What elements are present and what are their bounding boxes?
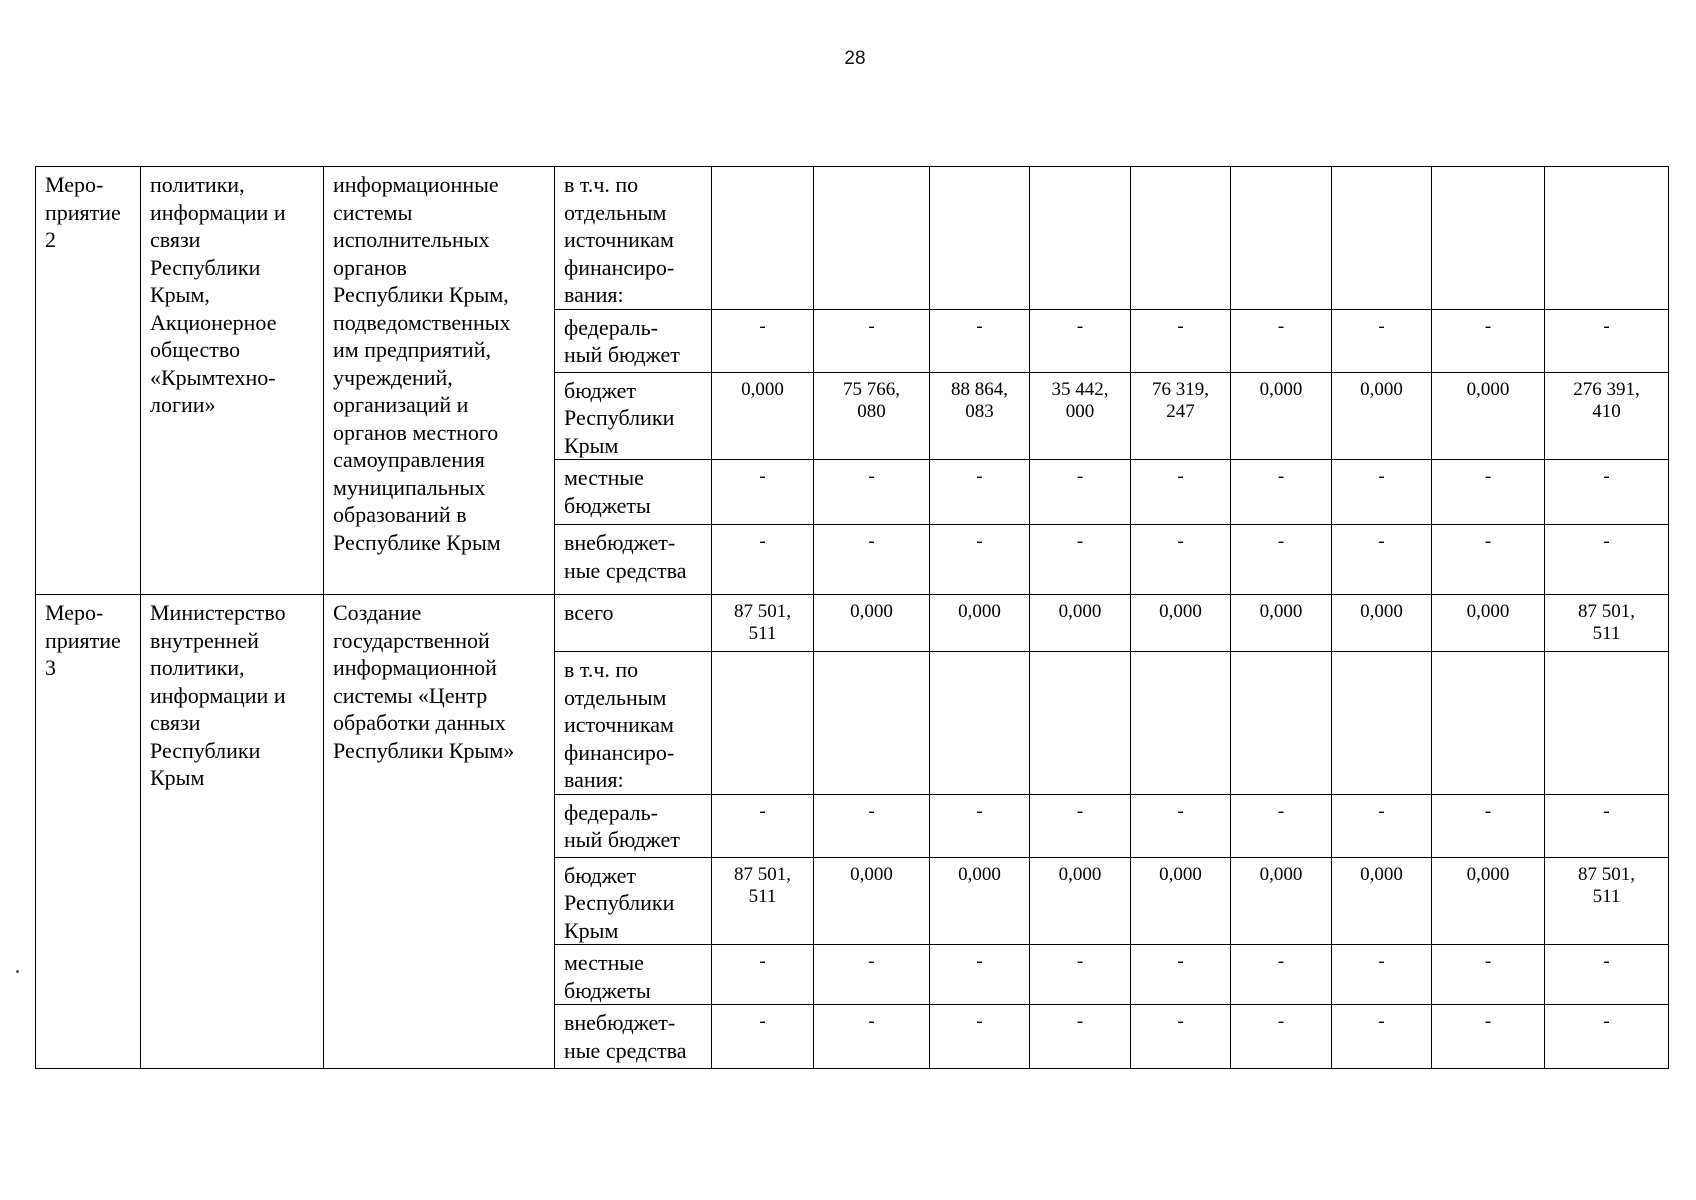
amount-cell: -	[712, 794, 814, 857]
amount-cell: -	[1545, 1005, 1669, 1069]
amount-cell: -	[814, 525, 930, 595]
funding-source-cell: в т.ч. по отдельным источникам финансиро- вания:	[555, 167, 712, 310]
executor-cell: политики, информации и связи Республики Крым, Акционерное общество «Крымтехно- логии»	[141, 167, 324, 595]
amount-cell: -	[930, 1005, 1030, 1069]
amount-cell: 0,000	[1432, 857, 1545, 945]
budget-table-body	[36, 167, 1669, 1069]
amount-cell	[1545, 167, 1669, 310]
amount-cell: 0,000	[814, 857, 930, 945]
amount-cell: -	[1332, 460, 1432, 525]
amount-cell: 76 319, 247	[1131, 372, 1231, 460]
amount-cell: 0,000	[1332, 372, 1432, 460]
amount-cell: -	[712, 309, 814, 372]
amount-cell: -	[1131, 945, 1231, 1005]
budget-table	[35, 166, 1669, 1069]
amount-cell: -	[1432, 794, 1545, 857]
amount-cell: -	[1131, 460, 1231, 525]
amount-cell: -	[1131, 1005, 1231, 1069]
amount-cell: -	[1432, 525, 1545, 595]
amount-cell	[1432, 652, 1545, 795]
amount-cell: -	[1131, 309, 1231, 372]
amount-cell: 0,000	[712, 372, 814, 460]
amount-cell	[1332, 652, 1432, 795]
amount-cell: -	[930, 794, 1030, 857]
funding-source-cell: бюджет Республики Крым	[555, 372, 712, 460]
amount-cell: -	[1432, 309, 1545, 372]
amount-cell: -	[1131, 525, 1231, 595]
amount-cell: -	[814, 794, 930, 857]
amount-cell: 87 501, 511	[712, 595, 814, 652]
funding-source-cell: федераль- ный бюджет	[555, 794, 712, 857]
amount-cell: 35 442, 000	[1030, 372, 1131, 460]
amount-cell: 0,000	[1231, 595, 1332, 652]
amount-cell: -	[1545, 945, 1669, 1005]
amount-cell: 276 391, 410	[1545, 372, 1669, 460]
amount-cell: -	[1030, 525, 1131, 595]
amount-cell: 87 501, 511	[1545, 857, 1669, 945]
funding-source-cell: всего	[555, 595, 712, 652]
amount-cell	[712, 167, 814, 310]
amount-cell: 0,000	[1332, 595, 1432, 652]
amount-cell	[1131, 652, 1231, 795]
amount-cell: -	[814, 1005, 930, 1069]
amount-cell: -	[1332, 525, 1432, 595]
amount-cell: 0,000	[814, 595, 930, 652]
amount-cell: 0,000	[1432, 372, 1545, 460]
amount-cell: 87 501, 511	[1545, 595, 1669, 652]
amount-cell	[1131, 167, 1231, 310]
activity-label-cell: Меро- приятие 3	[36, 595, 141, 1069]
amount-cell: 0,000	[1231, 372, 1332, 460]
amount-cell: -	[930, 460, 1030, 525]
amount-cell: -	[1432, 1005, 1545, 1069]
amount-cell: 0,000	[1030, 857, 1131, 945]
amount-cell: -	[1332, 1005, 1432, 1069]
amount-cell: -	[1231, 794, 1332, 857]
amount-cell: -	[712, 945, 814, 1005]
amount-cell: -	[1545, 525, 1669, 595]
funding-source-cell: внебюджет- ные средства	[555, 1005, 712, 1069]
funding-source-cell: местные бюджеты	[555, 460, 712, 525]
amount-cell: -	[1030, 309, 1131, 372]
scan-artifact-mark	[16, 970, 19, 973]
amount-cell: -	[1231, 460, 1332, 525]
amount-cell	[930, 652, 1030, 795]
amount-cell: 0,000	[1432, 595, 1545, 652]
table-row	[36, 595, 1669, 652]
amount-cell: -	[1030, 945, 1131, 1005]
amount-cell: 0,000	[1332, 857, 1432, 945]
amount-cell: -	[1432, 945, 1545, 1005]
funding-source-cell: бюджет Республики Крым	[555, 857, 712, 945]
amount-cell: -	[1231, 525, 1332, 595]
description-cell: Создание государственной информационной системы «Центр обработки данных Республики Крым»	[324, 595, 555, 1069]
amount-cell: -	[814, 460, 930, 525]
amount-cell: -	[814, 945, 930, 1005]
page-number: 28	[844, 48, 866, 69]
amount-cell: -	[1030, 460, 1131, 525]
amount-cell: -	[1231, 1005, 1332, 1069]
amount-cell: -	[1030, 794, 1131, 857]
amount-cell	[814, 652, 930, 795]
amount-cell: 87 501, 511	[712, 857, 814, 945]
amount-cell: -	[1545, 794, 1669, 857]
amount-cell: -	[1332, 794, 1432, 857]
description-cell: информационные системы исполнительных органов Республики Крым, подведомственных им предприятий, учреждений, организаций и органов местного самоуправления муниципальных образований в Республике Крым	[324, 167, 555, 595]
amount-cell: -	[814, 309, 930, 372]
amount-cell: 0,000	[1131, 857, 1231, 945]
amount-cell: -	[1332, 309, 1432, 372]
amount-cell: -	[930, 525, 1030, 595]
amount-cell	[1231, 167, 1332, 310]
amount-cell: -	[1131, 794, 1231, 857]
amount-cell: -	[930, 309, 1030, 372]
amount-cell: 88 864, 083	[930, 372, 1030, 460]
amount-cell	[1030, 652, 1131, 795]
amount-cell: 75 766, 080	[814, 372, 930, 460]
amount-cell: -	[930, 945, 1030, 1005]
amount-cell: 0,000	[1131, 595, 1231, 652]
amount-cell	[712, 652, 814, 795]
amount-cell: -	[1231, 309, 1332, 372]
table-row	[36, 167, 1669, 310]
amount-cell: -	[1332, 945, 1432, 1005]
amount-cell	[1231, 652, 1332, 795]
amount-cell: -	[712, 460, 814, 525]
amount-cell: -	[1545, 309, 1669, 372]
funding-source-cell: внебюджет- ные средства	[555, 525, 712, 595]
amount-cell: -	[712, 525, 814, 595]
amount-cell	[1332, 167, 1432, 310]
amount-cell	[814, 167, 930, 310]
amount-cell	[1545, 652, 1669, 795]
amount-cell	[1030, 167, 1131, 310]
amount-cell: 0,000	[930, 857, 1030, 945]
amount-cell: -	[1231, 945, 1332, 1005]
amount-cell: -	[1545, 460, 1669, 525]
funding-source-cell: федераль- ный бюджет	[555, 309, 712, 372]
amount-cell	[930, 167, 1030, 310]
amount-cell: -	[712, 1005, 814, 1069]
funding-source-cell: в т.ч. по отдельным источникам финансиро- вания:	[555, 652, 712, 795]
funding-source-cell: местные бюджеты	[555, 945, 712, 1005]
amount-cell: -	[1432, 460, 1545, 525]
executor-cell: Министерство внутренней политики, информации и связи Республики Крым	[141, 595, 324, 1069]
amount-cell: 0,000	[1030, 595, 1131, 652]
amount-cell: 0,000	[930, 595, 1030, 652]
amount-cell	[1432, 167, 1545, 310]
amount-cell: -	[1030, 1005, 1131, 1069]
amount-cell: 0,000	[1231, 857, 1332, 945]
activity-label-cell: Меро- приятие 2	[36, 167, 141, 595]
